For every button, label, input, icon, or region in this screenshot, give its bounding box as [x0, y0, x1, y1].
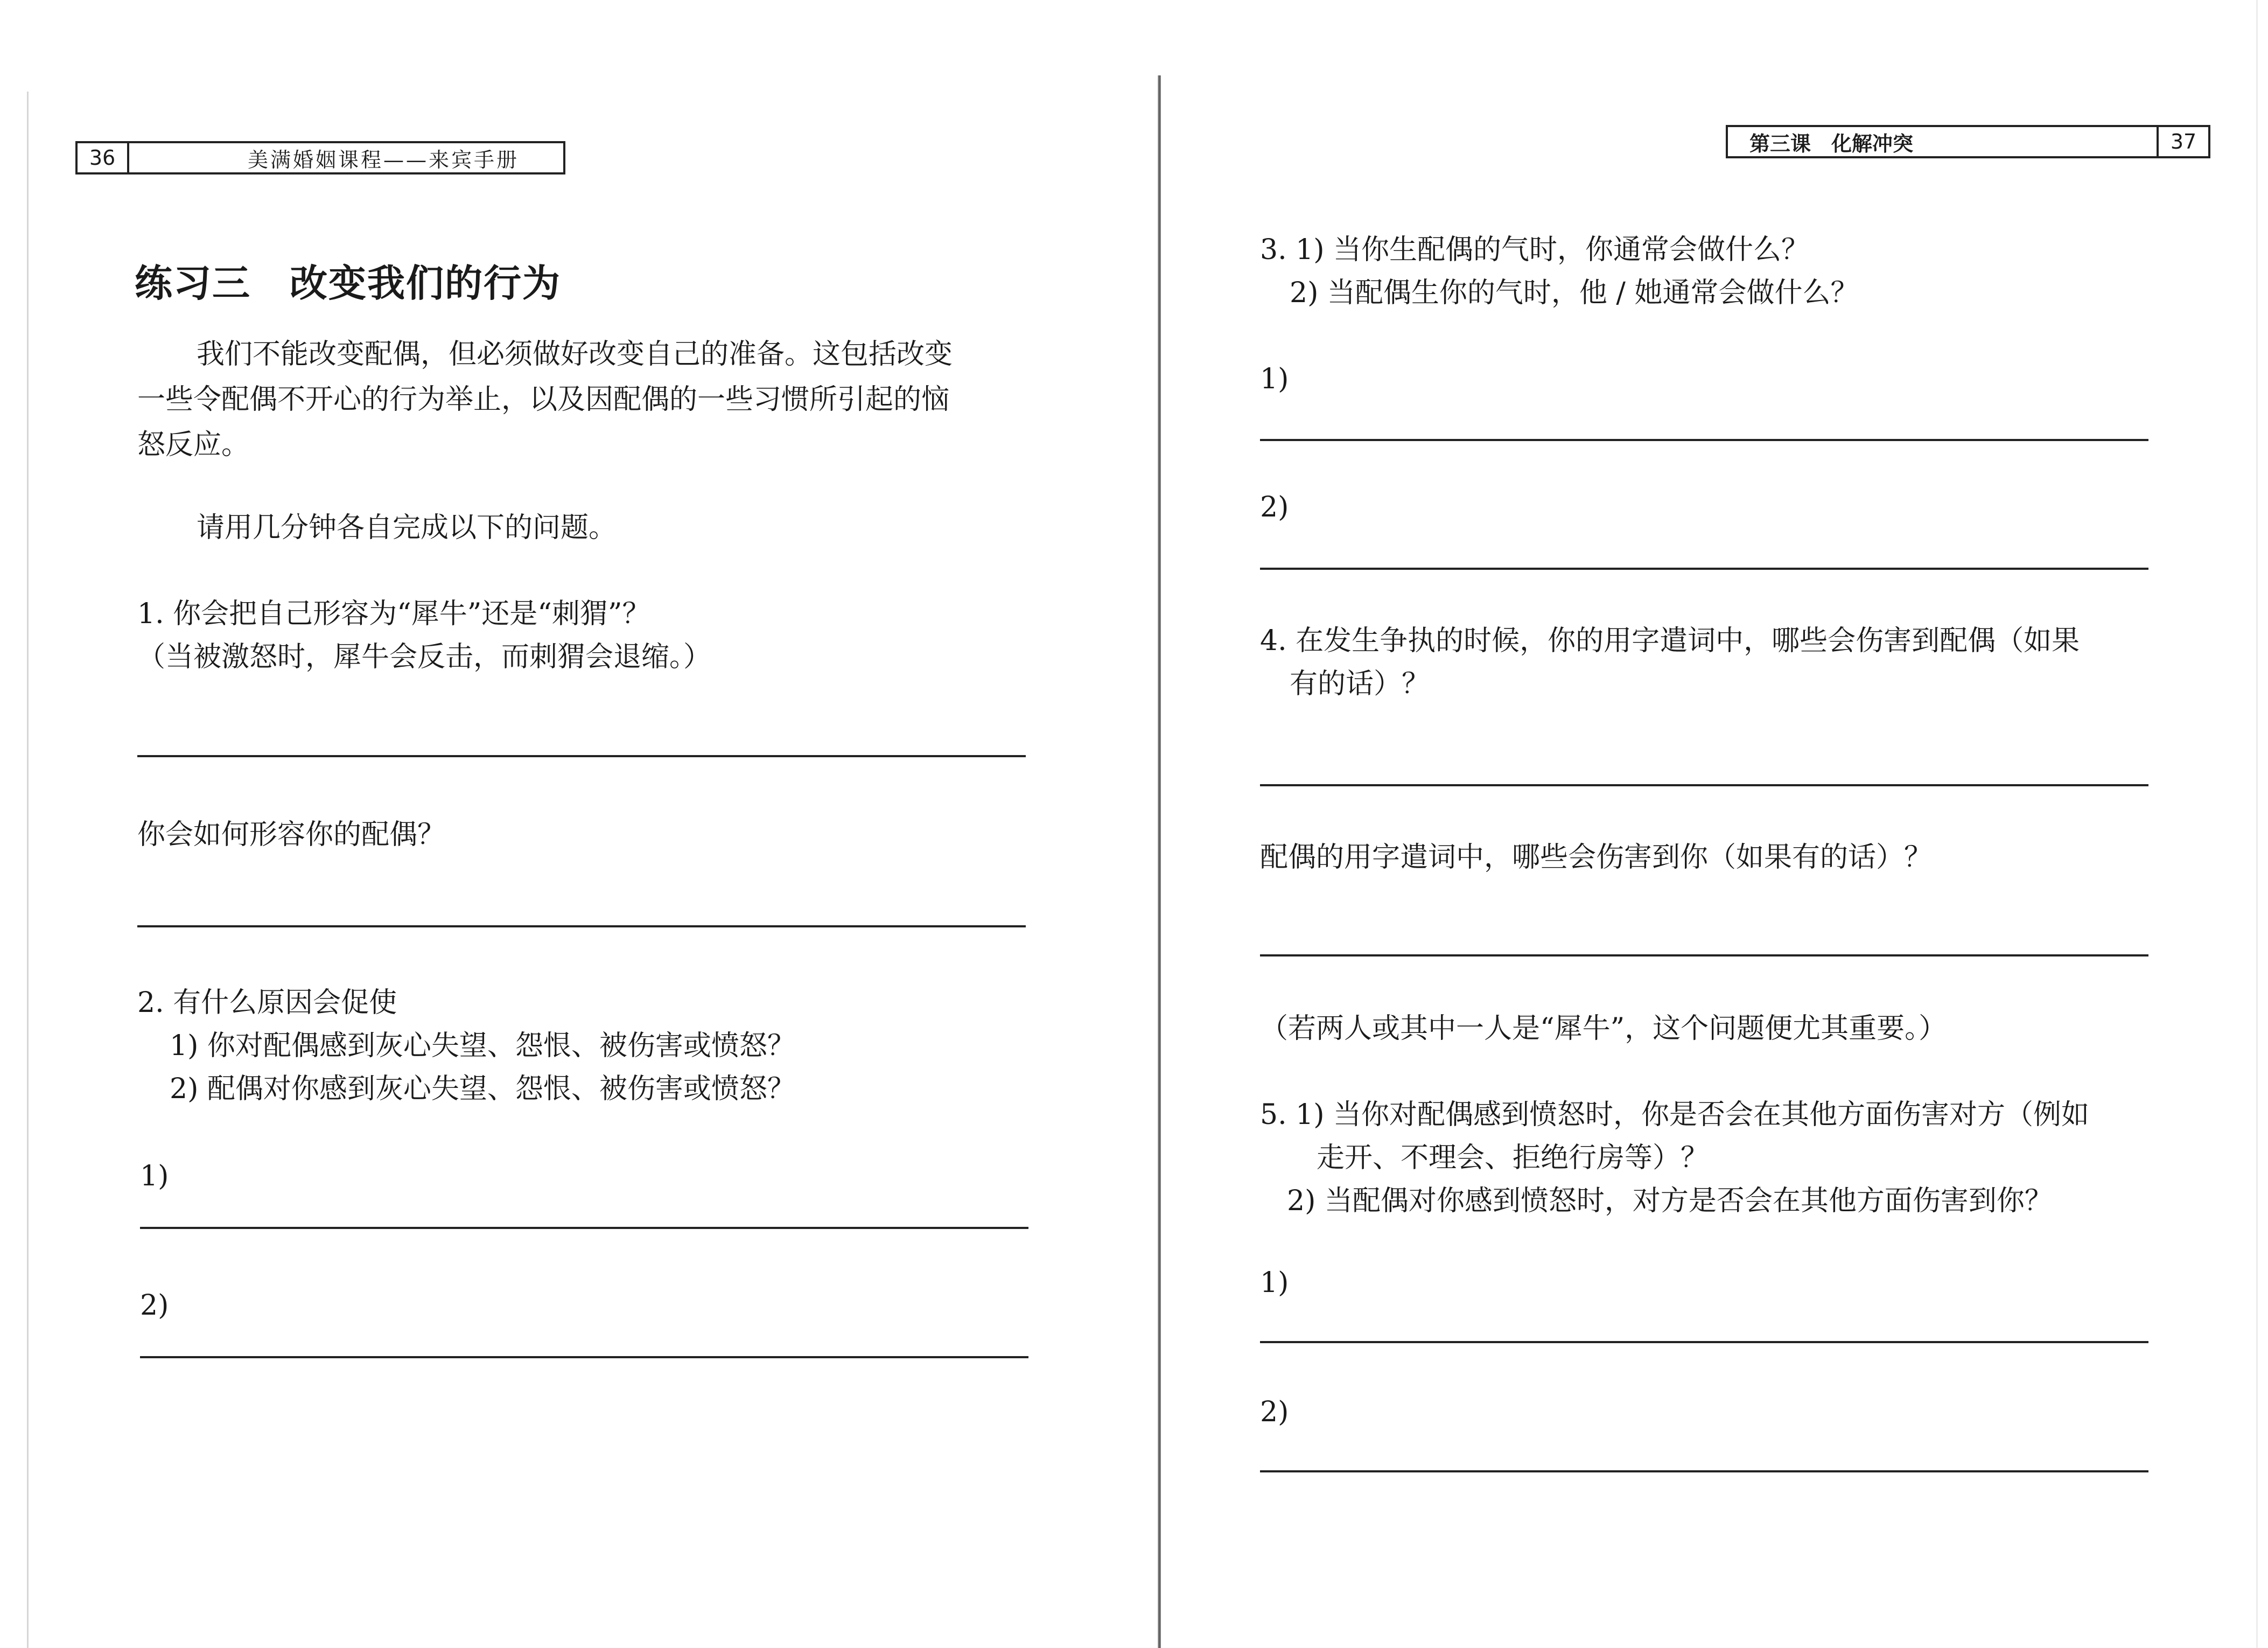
- q2-answer-label-1: 1): [140, 1160, 169, 1192]
- q3-answer-line-1[interactable]: [1260, 439, 2148, 441]
- q1-followup-answer-line[interactable]: [137, 925, 1026, 927]
- q4-note: （若两人或其中一人是“犀牛”，这个问题便尤其重要。）: [1260, 1012, 1947, 1045]
- q1-answer-line[interactable]: [137, 755, 1026, 757]
- intro-line-2: 一些令配偶不开心的行为举止，以及因配偶的一些习惯所引起的恼: [137, 383, 950, 416]
- q2-answer-line-1[interactable]: [140, 1227, 1028, 1229]
- q3-answer-label-1: 1): [1260, 363, 1289, 395]
- q5-prompt-cont: 走开、不理会、拒绝行房等）？: [1317, 1142, 1709, 1174]
- q5-sub-2: 2) 当配偶对你感到愤怒时，对方是否会在其他方面伤害到你？: [1287, 1185, 2053, 1217]
- q5-prompt: 5. 1) 当你对配偶感到愤怒时，你是否会在其他方面伤害对方（例如: [1260, 1099, 2090, 1131]
- exercise-title: 练习三 改变我们的行为: [135, 261, 561, 305]
- right-page-header: [1726, 125, 2210, 158]
- q4-followup-answer-line[interactable]: [1260, 954, 2148, 956]
- q4-answer-line[interactable]: [1260, 784, 2148, 786]
- page-number: 36: [89, 146, 116, 170]
- running-title: 美满婚姻课程——来宾手册: [248, 148, 520, 172]
- intro-line-3: 怒反应。: [137, 429, 250, 461]
- q4-prompt-cont: 有的话）？: [1290, 668, 1430, 700]
- q2-prompt: 2. 有什么原因会促使: [137, 987, 397, 1019]
- q3-prompt: 3. 1) 当你生配偶的气时，你通常会做什么？: [1260, 234, 1810, 266]
- q2-answer-line-2[interactable]: [140, 1356, 1028, 1358]
- left-page-header: [75, 141, 565, 174]
- q5-answer-line-2[interactable]: [1260, 1470, 2148, 1472]
- q5-answer-line-1[interactable]: [1260, 1341, 2148, 1343]
- q1-followup: 你会如何形容你的配偶？: [137, 819, 446, 851]
- page-number: 37: [2170, 130, 2197, 153]
- intro-line-1: 我们不能改变配偶，但必须做好改变自己的准备。这包括改变: [197, 338, 953, 371]
- q3-answer-line-2[interactable]: [1260, 568, 2148, 570]
- q2-answer-label-2: 2): [140, 1289, 169, 1322]
- instruction: 请用几分钟各自完成以下的问题。: [197, 512, 617, 544]
- running-title: 第三课 化解冲突: [1749, 131, 1914, 156]
- q5-answer-label-1: 1): [1260, 1267, 1289, 1299]
- right-page: [1158, 0, 2268, 1648]
- q5-answer-label-2: 2): [1260, 1396, 1289, 1428]
- q3-answer-label-2: 2): [1260, 491, 1289, 523]
- q1-note: （当被激怒时，犀牛会反击，而刺猬会退缩。）: [137, 641, 712, 673]
- q1-prompt: 1. 你会把自己形容为“犀牛”还是“刺猬”？: [137, 598, 650, 630]
- q4-prompt: 4. 在发生争执的时候，你的用字遣词中，哪些会伤害到配偶（如果: [1260, 625, 2080, 657]
- q4-followup: 配偶的用字遣词中，哪些会伤害到你（如果有的话）？: [1260, 841, 1933, 874]
- q3-sub-2: 2) 当配偶生你的气时，他 / 她通常会做什么？: [1290, 277, 1859, 309]
- q2-sub-2: 2) 配偶对你感到灰心失望、怨恨、被伤害或愤怒？: [170, 1073, 795, 1105]
- q2-sub-1: 1) 你对配偶感到灰心失望、怨恨、被伤害或愤怒？: [170, 1030, 795, 1062]
